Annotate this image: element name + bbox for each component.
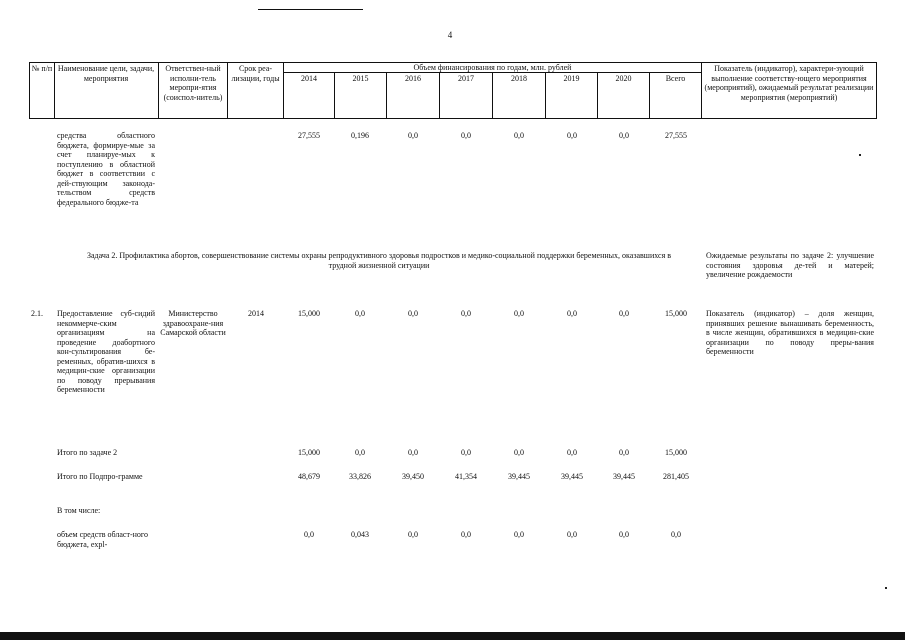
- row-name: Предоставление суб-сидий некоммерче-ским организациям на проведение доабортного кон-сультирования бе-ременных, обратив-шихся в медицин-ские организации по поводу прерывания беременности: [57, 309, 155, 394]
- row-term: 2014: [248, 309, 264, 318]
- value-2019: 0,0: [567, 309, 577, 318]
- value-total: 27,555: [665, 131, 687, 140]
- header-col-num: № п/п: [31, 64, 53, 73]
- value-2015: 0,0: [355, 448, 365, 457]
- value-total: 0,0: [671, 530, 681, 539]
- task2-title: Задача 2. Профилактика абортов, совершенствование системы охраны репродуктивного здоровья подростков и медико-социальной поддержки беременных, оказавшихся в трудной жизненной ситуации: [86, 251, 672, 270]
- value-2020: 39,445: [613, 472, 635, 481]
- value-2018: 0,0: [514, 309, 524, 318]
- value-2019: 0,0: [567, 530, 577, 539]
- value-2019: 39,445: [561, 472, 583, 481]
- value-2017: 0,0: [461, 309, 471, 318]
- value-2014: 48,679: [298, 472, 320, 481]
- value-2014: 15,000: [298, 448, 320, 457]
- value-2018: 0,0: [514, 448, 524, 457]
- header-year-2020: 2020: [615, 74, 632, 83]
- header-col-indicator: Показатель (индикатор), характери-зующий выполнение соответству-ющего мероприятия (мероприятий), ожидаемый результат реализации мероприятия (мероприятий): [704, 64, 874, 102]
- header-year-2017: 2017: [458, 74, 474, 83]
- row-name: Итого по задаче 2: [57, 448, 118, 457]
- row-name: Итого по Подпро-грамме: [57, 472, 143, 481]
- header-col-term: Срок реа-лизации, годы: [231, 64, 280, 83]
- value-2014: 0,0: [304, 530, 314, 539]
- row-indicator: Показатель (индикатор) – доля женщин, принявших решение вынашивать беременность, в числе женщин, обратившихся в медицин-ские организации по поводу преры-вания беременности: [706, 309, 874, 356]
- scan-speck: [885, 587, 887, 589]
- scan-speck: [859, 154, 861, 156]
- value-2019: 0,0: [567, 131, 577, 140]
- row-name: средства областного бюджета, формируе-мые за счет планируе-мых к поступлению в областной бюджет в соответствии с дей-ствующим законода-тельством средств федерального бюдже-та: [57, 131, 155, 207]
- header-col-executor: Ответствен-ный исполни-тель меропри-ятия (соиспол-нитель): [163, 64, 223, 102]
- value-2020: 0,0: [619, 530, 629, 539]
- header-col-funding: Объем финансирования по годам, млн. рублей: [413, 63, 572, 72]
- value-2020: 0,0: [619, 448, 629, 457]
- header-year-2016: 2016: [405, 74, 421, 83]
- value-2016: 0,0: [408, 131, 418, 140]
- header-total: Всего: [665, 74, 686, 83]
- bottom-scan-border: [0, 632, 905, 640]
- header-year-2015: 2015: [352, 74, 369, 83]
- value-total: 15,000: [665, 448, 687, 457]
- value-2015: 33,826: [349, 472, 371, 481]
- row-executor: Министерство здравоохране-ния Самарской области: [160, 309, 226, 337]
- value-2014: 15,000: [298, 309, 320, 318]
- value-2016: 0,0: [408, 448, 418, 457]
- value-2017: 0,0: [461, 131, 471, 140]
- value-2017: 41,354: [455, 472, 477, 481]
- row-name: объем средств област-ного бюджета, expl-: [57, 530, 148, 549]
- value-2018: 0,0: [514, 131, 524, 140]
- value-total: 15,000: [665, 309, 687, 318]
- task2-expected-results: Ожидаемые результаты по задаче 2: улучшение состояния здоровья де-тей и матерей; увеличение рождаемости: [706, 251, 874, 279]
- value-2018: 39,445: [508, 472, 530, 481]
- row-number: 2.1.: [31, 309, 43, 318]
- header-year-2018: 2018: [511, 74, 527, 83]
- header-col-name: Наименование цели, задачи, мероприятия: [57, 64, 155, 83]
- value-2016: 0,0: [408, 309, 418, 318]
- value-2014: 27,555: [298, 131, 320, 140]
- value-2017: 0,0: [461, 448, 471, 457]
- value-total: 281,405: [663, 472, 689, 481]
- value-2015: 0,196: [351, 131, 369, 140]
- header-year-2019: 2019: [563, 74, 580, 83]
- row-including-label: В том числе:: [57, 506, 101, 515]
- value-2020: 0,0: [619, 309, 629, 318]
- value-2018: 0,0: [514, 530, 524, 539]
- top-rule: [258, 9, 363, 10]
- value-2015: 0,043: [351, 530, 369, 539]
- value-2016: 0,0: [408, 530, 418, 539]
- value-2015: 0,0: [355, 309, 365, 318]
- value-2019: 0,0: [567, 448, 577, 457]
- page-number: 4: [447, 30, 453, 40]
- value-2016: 39,450: [402, 472, 424, 481]
- header-year-2014: 2014: [301, 74, 317, 83]
- value-2020: 0,0: [619, 131, 629, 140]
- value-2017: 0,0: [461, 530, 471, 539]
